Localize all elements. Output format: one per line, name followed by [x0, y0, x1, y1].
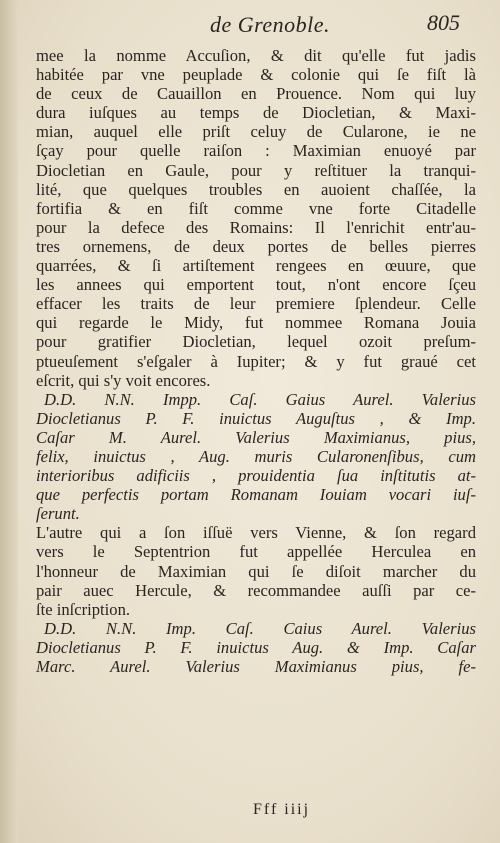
inscription-line: Caſar M. Aurel. Valerius Maximianus, pius, — [36, 427, 476, 447]
binding-gutter — [0, 0, 18, 843]
text-line: pair auec Hercule, & recommandee auſſi par ce- — [36, 580, 476, 600]
inscription-line: Diocletianus P. F. inuictus Aug. & Imp. Caſar — [36, 637, 476, 657]
main-text — [36, 46, 476, 676]
inscription-line: que perfectis portam Romanam Iouiam vocari iuſ- — [36, 485, 476, 505]
running-head: de Grenoble. — [210, 12, 331, 37]
text-line: eſcrit, qui s'y voit encores. — [36, 370, 211, 390]
text-line: pour gratifier Diocletian, lequel ozoit preſum- — [36, 332, 476, 352]
text-line: l'honneur de Maximian qui ſe diſoit marcher du — [36, 561, 476, 581]
text-line: pour la defece des Romains: Il l'enrichit entr'au- — [36, 217, 476, 237]
text-line: fortifia & en fiſt comme vne forte Citadelle — [36, 198, 476, 218]
signature-mark: Fff iiij — [253, 801, 311, 818]
text-line: mee la nomme Accuſion, & dit qu'elle fut jadis — [36, 46, 476, 65]
text-line: lité, que quelques troubles en auoient chaſſée, la — [36, 179, 476, 199]
inscription-line: D.D. N.N. Impp. Caſ. Gaius Aurel. Valerius — [44, 389, 476, 409]
text-line: les annees qui emportent tout, n'ont encore ſçeu — [36, 275, 476, 295]
inscription-line: Diocletianus P. F. inuictus Auguſtus , & Imp. — [36, 408, 476, 428]
text-line: quarrées, & ſi artiſtement rengees en œuure, que — [36, 256, 476, 276]
inscription-line: interioribus adificiis , prouidentia ſua inſtitutis at- — [36, 466, 476, 486]
text-line: dura iuſques au temps de Diocletian, & Maxi- — [36, 103, 476, 123]
page-header — [40, 2, 470, 42]
text-line: tres ornemens, de deux portes de belles pierres — [36, 236, 476, 256]
inscription-line: Marc. Aurel. Valerius Maximianus pius, fe- — [36, 657, 476, 676]
text-line: L'autre qui a ſon iſſuë vers Vienne, & ſon regard — [36, 523, 476, 543]
text-line: vers le Septentrion fut appellée Herculea en — [36, 542, 476, 562]
text-line: effacer les traits de leur premiere ſplendeur. Celle — [36, 294, 476, 314]
text-line: ptueuſement s'eſgaler à Iupiter; & y fut graué cet — [36, 351, 476, 371]
text-line: habitée par vne peuplade & colonie qui ſe fiſt là — [36, 65, 476, 85]
text-line: mian, auquel elle priſt celuy de Cularone, ie ne — [36, 122, 476, 142]
inscription-line: ſerunt. — [36, 504, 80, 524]
text-line: de ceux de Cauaillon en Prouence. Nom qui luy — [36, 84, 476, 104]
inscription-line: D.D. N.N. Imp. Caſ. Caius Aurel. Valerius — [44, 618, 476, 638]
page-number: 805 — [427, 10, 460, 35]
text-line: Diocletian en Gaule, pour y reſtituer la tranqui- — [36, 160, 476, 180]
text-line: qui regarde le Midy, fut nommee Romana Jouia — [36, 313, 476, 333]
text-line: ſçay pour quelle raiſon : Maximian enuoyé par — [36, 141, 476, 161]
text-line: ſte inſcription. — [36, 599, 131, 619]
inscription-line: felix, inuictus , Aug. muris Cularonenſibus, cum — [36, 446, 476, 466]
